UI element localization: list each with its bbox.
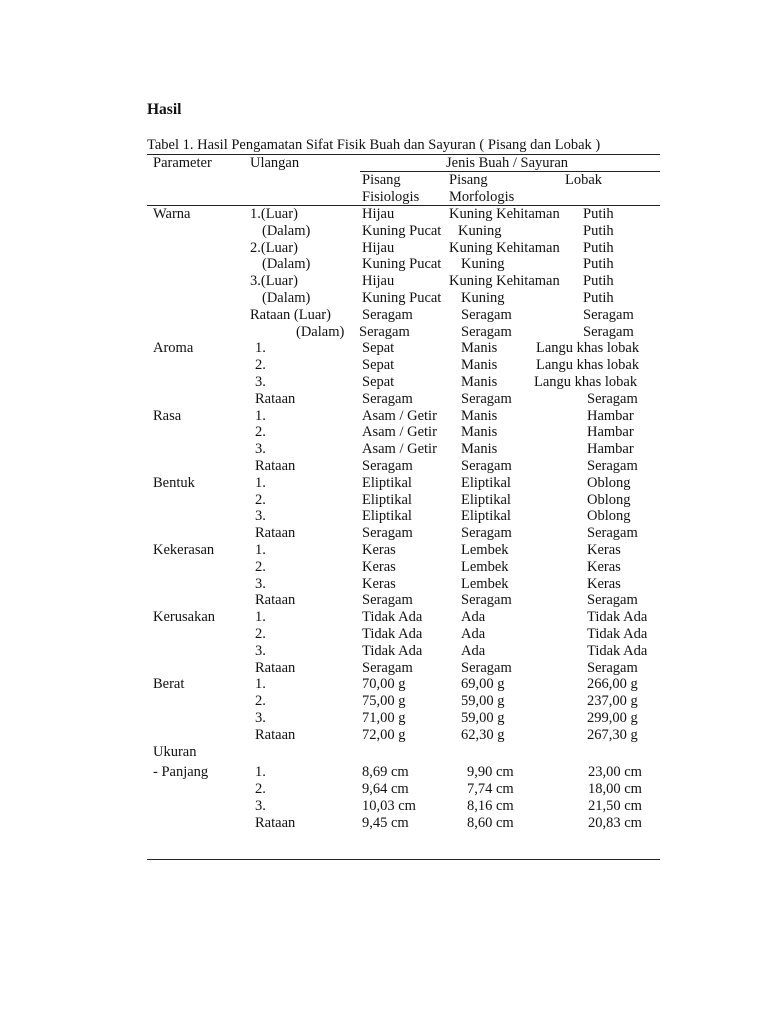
cell-lobak: 299,00 g bbox=[587, 710, 638, 726]
cell-lobak: Seragam bbox=[587, 525, 638, 542]
cell-ulangan: 3. bbox=[255, 374, 266, 390]
cell-ulangan: 3. bbox=[255, 642, 266, 659]
cell-pisang-fisiologis: Eliptikal bbox=[362, 491, 412, 508]
cell-ulangan: Rataan bbox=[255, 390, 296, 407]
cell-pisang-fisiologis: Sepat bbox=[362, 374, 395, 390]
cell-lobak: Seragam bbox=[587, 458, 638, 474]
cell-pisang-fisiologis: Asam / Getir bbox=[362, 441, 437, 458]
cell-ulangan: Rataan bbox=[255, 726, 296, 743]
cell-lobak: Keras bbox=[587, 575, 621, 592]
cell-pisang-fisiologis: Seragam bbox=[362, 390, 413, 407]
cell-pisang-fisiologis: 9,64 cm bbox=[362, 781, 409, 798]
cell-pisang-morfologis: Lembek bbox=[461, 558, 509, 575]
cell-pisang-morfologis: Lembek bbox=[461, 542, 509, 558]
cell-pisang-fisiologis: Kuning Pucat bbox=[362, 256, 442, 273]
cell-pisang-fisiologis: Sepat bbox=[362, 340, 395, 357]
cell-parameter: Rasa bbox=[153, 407, 182, 424]
cell-lobak: 18,00 cm bbox=[588, 781, 642, 798]
cell-pisang-morfologis: 62,30 g bbox=[461, 726, 505, 743]
cell-lobak: Putih bbox=[583, 206, 614, 222]
cell-pisang-fisiologis: Seragam bbox=[362, 659, 413, 676]
cell-pisang-morfologis: Manis bbox=[461, 357, 498, 374]
cell-pisang-morfologis: 8,16 cm bbox=[467, 798, 514, 814]
cell-ulangan: 2. bbox=[255, 781, 266, 798]
cell-pisang-fisiologis: Kuning Pucat bbox=[362, 222, 442, 239]
cell-parameter: Ukuran bbox=[153, 743, 197, 760]
cell-lobak: Langu khas lobak bbox=[536, 357, 640, 374]
cell-pisang-morfologis: Seragam bbox=[461, 323, 512, 340]
cell-parameter: Bentuk bbox=[153, 474, 195, 491]
cell-ulangan: 3. bbox=[255, 508, 266, 525]
cell-ulangan: 3. bbox=[255, 575, 266, 592]
cell-lobak: Oblong bbox=[587, 491, 631, 508]
cell-parameter: Aroma bbox=[153, 340, 194, 357]
cell-pisang-morfologis: Manis bbox=[461, 424, 498, 441]
cell-pisang-fisiologis: Keras bbox=[362, 542, 396, 558]
cell-pisang-fisiologis: 9,45 cm bbox=[362, 814, 409, 831]
cell-pisang-morfologis: Eliptikal bbox=[461, 491, 511, 508]
cell-ulangan: 1. bbox=[255, 474, 266, 491]
cell-pisang-morfologis: Manis bbox=[461, 340, 498, 357]
cell-lobak: Hambar bbox=[587, 407, 634, 424]
table-rule-top bbox=[147, 154, 660, 155]
cell-lobak: Tidak Ada bbox=[587, 626, 648, 642]
table-caption: Tabel 1. Hasil Pengamatan Sifat Fisik Buah dan Sayuran ( Pisang dan Lobak ) bbox=[147, 137, 601, 153]
cell-pisang-morfologis: Manis bbox=[461, 407, 498, 424]
cell-pisang-fisiologis: Kuning Pucat bbox=[362, 290, 442, 306]
cell-pisang-morfologis: Manis bbox=[461, 374, 498, 390]
cell-parameter: - Panjang bbox=[153, 764, 209, 781]
cell-ulangan: Rataan (Luar) bbox=[250, 306, 331, 323]
cell-lobak: Oblong bbox=[587, 508, 631, 525]
cell-lobak: Langu khas lobak bbox=[534, 374, 638, 390]
cell-pisang-fisiologis: Seragam bbox=[362, 458, 413, 474]
cell-ulangan: 3. bbox=[255, 798, 266, 814]
cell-pisang-morfologis: Ada bbox=[461, 626, 486, 642]
cell-lobak: Hambar bbox=[587, 441, 634, 458]
cell-lobak: Seragam bbox=[583, 323, 634, 340]
cell-pisang-fisiologis: 75,00 g bbox=[362, 693, 406, 710]
cell-pisang-fisiologis: 72,00 g bbox=[362, 726, 406, 743]
cell-pisang-fisiologis: 8,69 cm bbox=[362, 764, 409, 781]
cell-ulangan: 2. bbox=[255, 357, 266, 374]
header-ulangan: Ulangan bbox=[250, 155, 300, 171]
cell-parameter: Berat bbox=[153, 676, 185, 693]
cell-parameter: Kekerasan bbox=[153, 542, 215, 558]
cell-lobak: Seragam bbox=[587, 390, 638, 407]
cell-ulangan: 2. bbox=[255, 693, 266, 710]
cell-pisang-morfologis: Manis bbox=[461, 441, 498, 458]
cell-pisang-morfologis: 9,90 cm bbox=[467, 764, 514, 781]
cell-pisang-fisiologis: Tidak Ada bbox=[362, 642, 423, 659]
cell-ulangan: (Dalam) bbox=[262, 256, 311, 273]
cell-ulangan: 1. bbox=[255, 609, 266, 626]
cell-lobak: Tidak Ada bbox=[587, 642, 648, 659]
cell-pisang-fisiologis: Eliptikal bbox=[362, 474, 412, 491]
cell-pisang-morfologis: Ada bbox=[461, 642, 486, 659]
cell-pisang-morfologis: Seragam bbox=[461, 659, 512, 676]
cell-pisang-fisiologis: Asam / Getir bbox=[362, 407, 437, 424]
cell-lobak: Putih bbox=[583, 222, 614, 239]
cell-ulangan: 1.(Luar) bbox=[250, 206, 298, 222]
cell-lobak: Keras bbox=[587, 558, 621, 575]
cell-pisang-fisiologis: Seragam bbox=[359, 323, 410, 340]
cell-pisang-fisiologis: 70,00 g bbox=[362, 676, 406, 693]
cell-pisang-fisiologis: Seragam bbox=[362, 592, 413, 609]
header-pisang-fisiologis-line1: Pisang bbox=[362, 172, 401, 188]
cell-ulangan: 1. bbox=[255, 542, 266, 558]
cell-pisang-morfologis: Kuning bbox=[461, 290, 505, 306]
cell-ulangan: Rataan bbox=[255, 814, 296, 831]
cell-parameter: Warna bbox=[153, 206, 191, 222]
cell-pisang-morfologis: Kuning Kehitaman bbox=[449, 206, 560, 222]
header-pisang-morfologis-line2: Morfologis bbox=[449, 189, 515, 205]
result-heading: Hasil bbox=[147, 101, 182, 118]
cell-ulangan: 2. bbox=[255, 424, 266, 441]
cell-pisang-morfologis: Seragam bbox=[461, 592, 512, 609]
cell-pisang-fisiologis: Hijau bbox=[362, 273, 395, 290]
cell-pisang-morfologis: Seragam bbox=[461, 458, 512, 474]
cell-pisang-fisiologis: Sepat bbox=[362, 357, 395, 374]
cell-pisang-morfologis: Kuning bbox=[461, 256, 505, 273]
cell-ulangan: 3.(Luar) bbox=[250, 273, 298, 290]
cell-ulangan: Rataan bbox=[255, 525, 296, 542]
cell-pisang-fisiologis: 10,03 cm bbox=[362, 798, 416, 814]
cell-ulangan: (Dalam) bbox=[262, 222, 311, 239]
cell-pisang-morfologis: 59,00 g bbox=[461, 710, 505, 726]
cell-pisang-fisiologis: Keras bbox=[362, 558, 396, 575]
cell-pisang-morfologis: 59,00 g bbox=[461, 693, 505, 710]
cell-ulangan: 1. bbox=[255, 676, 266, 693]
header-parameter: Parameter bbox=[153, 155, 212, 171]
cell-pisang-morfologis: 69,00 g bbox=[461, 676, 505, 693]
cell-lobak: 237,00 g bbox=[587, 693, 638, 710]
cell-ulangan: 2. bbox=[255, 626, 266, 642]
cell-pisang-morfologis: Kuning Kehitaman bbox=[449, 273, 560, 290]
cell-lobak: Seragam bbox=[587, 659, 638, 676]
cell-lobak: Putih bbox=[583, 239, 614, 256]
cell-lobak: Putih bbox=[583, 256, 614, 273]
cell-pisang-morfologis: Ada bbox=[461, 609, 486, 626]
cell-ulangan: 1. bbox=[255, 407, 266, 424]
cell-ulangan: 2. bbox=[255, 491, 266, 508]
cell-ulangan: Rataan bbox=[255, 659, 296, 676]
cell-pisang-morfologis: Lembek bbox=[461, 575, 509, 592]
cell-lobak: Langu khas lobak bbox=[536, 340, 640, 357]
cell-lobak: Keras bbox=[587, 542, 621, 558]
cell-lobak: Putih bbox=[583, 290, 614, 306]
cell-lobak: Hambar bbox=[587, 424, 634, 441]
cell-ulangan: 1. bbox=[255, 340, 266, 357]
cell-lobak: Tidak Ada bbox=[587, 609, 648, 626]
cell-parameter: Kerusakan bbox=[153, 609, 216, 626]
cell-ulangan: Rataan bbox=[255, 458, 296, 474]
cell-pisang-fisiologis: Tidak Ada bbox=[362, 626, 423, 642]
cell-ulangan: 2. bbox=[255, 558, 266, 575]
cell-pisang-fisiologis: Keras bbox=[362, 575, 396, 592]
cell-ulangan: (Dalam) bbox=[262, 290, 311, 306]
cell-pisang-morfologis: Eliptikal bbox=[461, 508, 511, 525]
cell-pisang-fisiologis: Hijau bbox=[362, 206, 395, 222]
cell-lobak: 20,83 cm bbox=[588, 814, 642, 831]
cell-lobak: Seragam bbox=[583, 306, 634, 323]
cell-lobak: Oblong bbox=[587, 474, 631, 491]
cell-lobak: Putih bbox=[583, 273, 614, 290]
cell-pisang-morfologis: Kuning bbox=[458, 222, 502, 239]
cell-lobak: 23,00 cm bbox=[588, 764, 642, 781]
cell-lobak: 266,00 g bbox=[587, 676, 638, 693]
cell-pisang-fisiologis: Hijau bbox=[362, 239, 395, 256]
cell-ulangan: Rataan bbox=[255, 592, 296, 609]
header-jenis: Jenis Buah / Sayuran bbox=[446, 155, 569, 171]
header-pisang-morfologis-line1: Pisang bbox=[449, 172, 488, 188]
table-rule-bottom bbox=[147, 859, 660, 860]
cell-lobak: 21,50 cm bbox=[588, 798, 642, 814]
cell-pisang-fisiologis: Asam / Getir bbox=[362, 424, 437, 441]
cell-ulangan: 3. bbox=[255, 710, 266, 726]
cell-pisang-morfologis: Kuning Kehitaman bbox=[449, 239, 560, 256]
cell-pisang-morfologis: 7,74 cm bbox=[467, 781, 514, 798]
cell-pisang-fisiologis: Seragam bbox=[362, 306, 413, 323]
cell-ulangan: 2.(Luar) bbox=[250, 239, 298, 256]
cell-pisang-morfologis: Seragam bbox=[461, 390, 512, 407]
cell-ulangan: 1. bbox=[255, 764, 266, 781]
cell-pisang-fisiologis: 71,00 g bbox=[362, 710, 406, 726]
cell-pisang-fisiologis: Eliptikal bbox=[362, 508, 412, 525]
cell-pisang-morfologis: Seragam bbox=[461, 525, 512, 542]
cell-pisang-morfologis: 8,60 cm bbox=[467, 814, 514, 831]
cell-ulangan: 3. bbox=[255, 441, 266, 458]
cell-lobak: Seragam bbox=[587, 592, 638, 609]
header-lobak: Lobak bbox=[565, 172, 603, 188]
cell-lobak: 267,30 g bbox=[587, 726, 638, 743]
cell-pisang-morfologis: Seragam bbox=[461, 306, 512, 323]
cell-ulangan: (Dalam) bbox=[296, 323, 345, 340]
header-pisang-fisiologis-line2: Fisiologis bbox=[362, 189, 420, 205]
cell-pisang-morfologis: Eliptikal bbox=[461, 474, 511, 491]
cell-pisang-fisiologis: Tidak Ada bbox=[362, 609, 423, 626]
cell-pisang-fisiologis: Seragam bbox=[362, 525, 413, 542]
